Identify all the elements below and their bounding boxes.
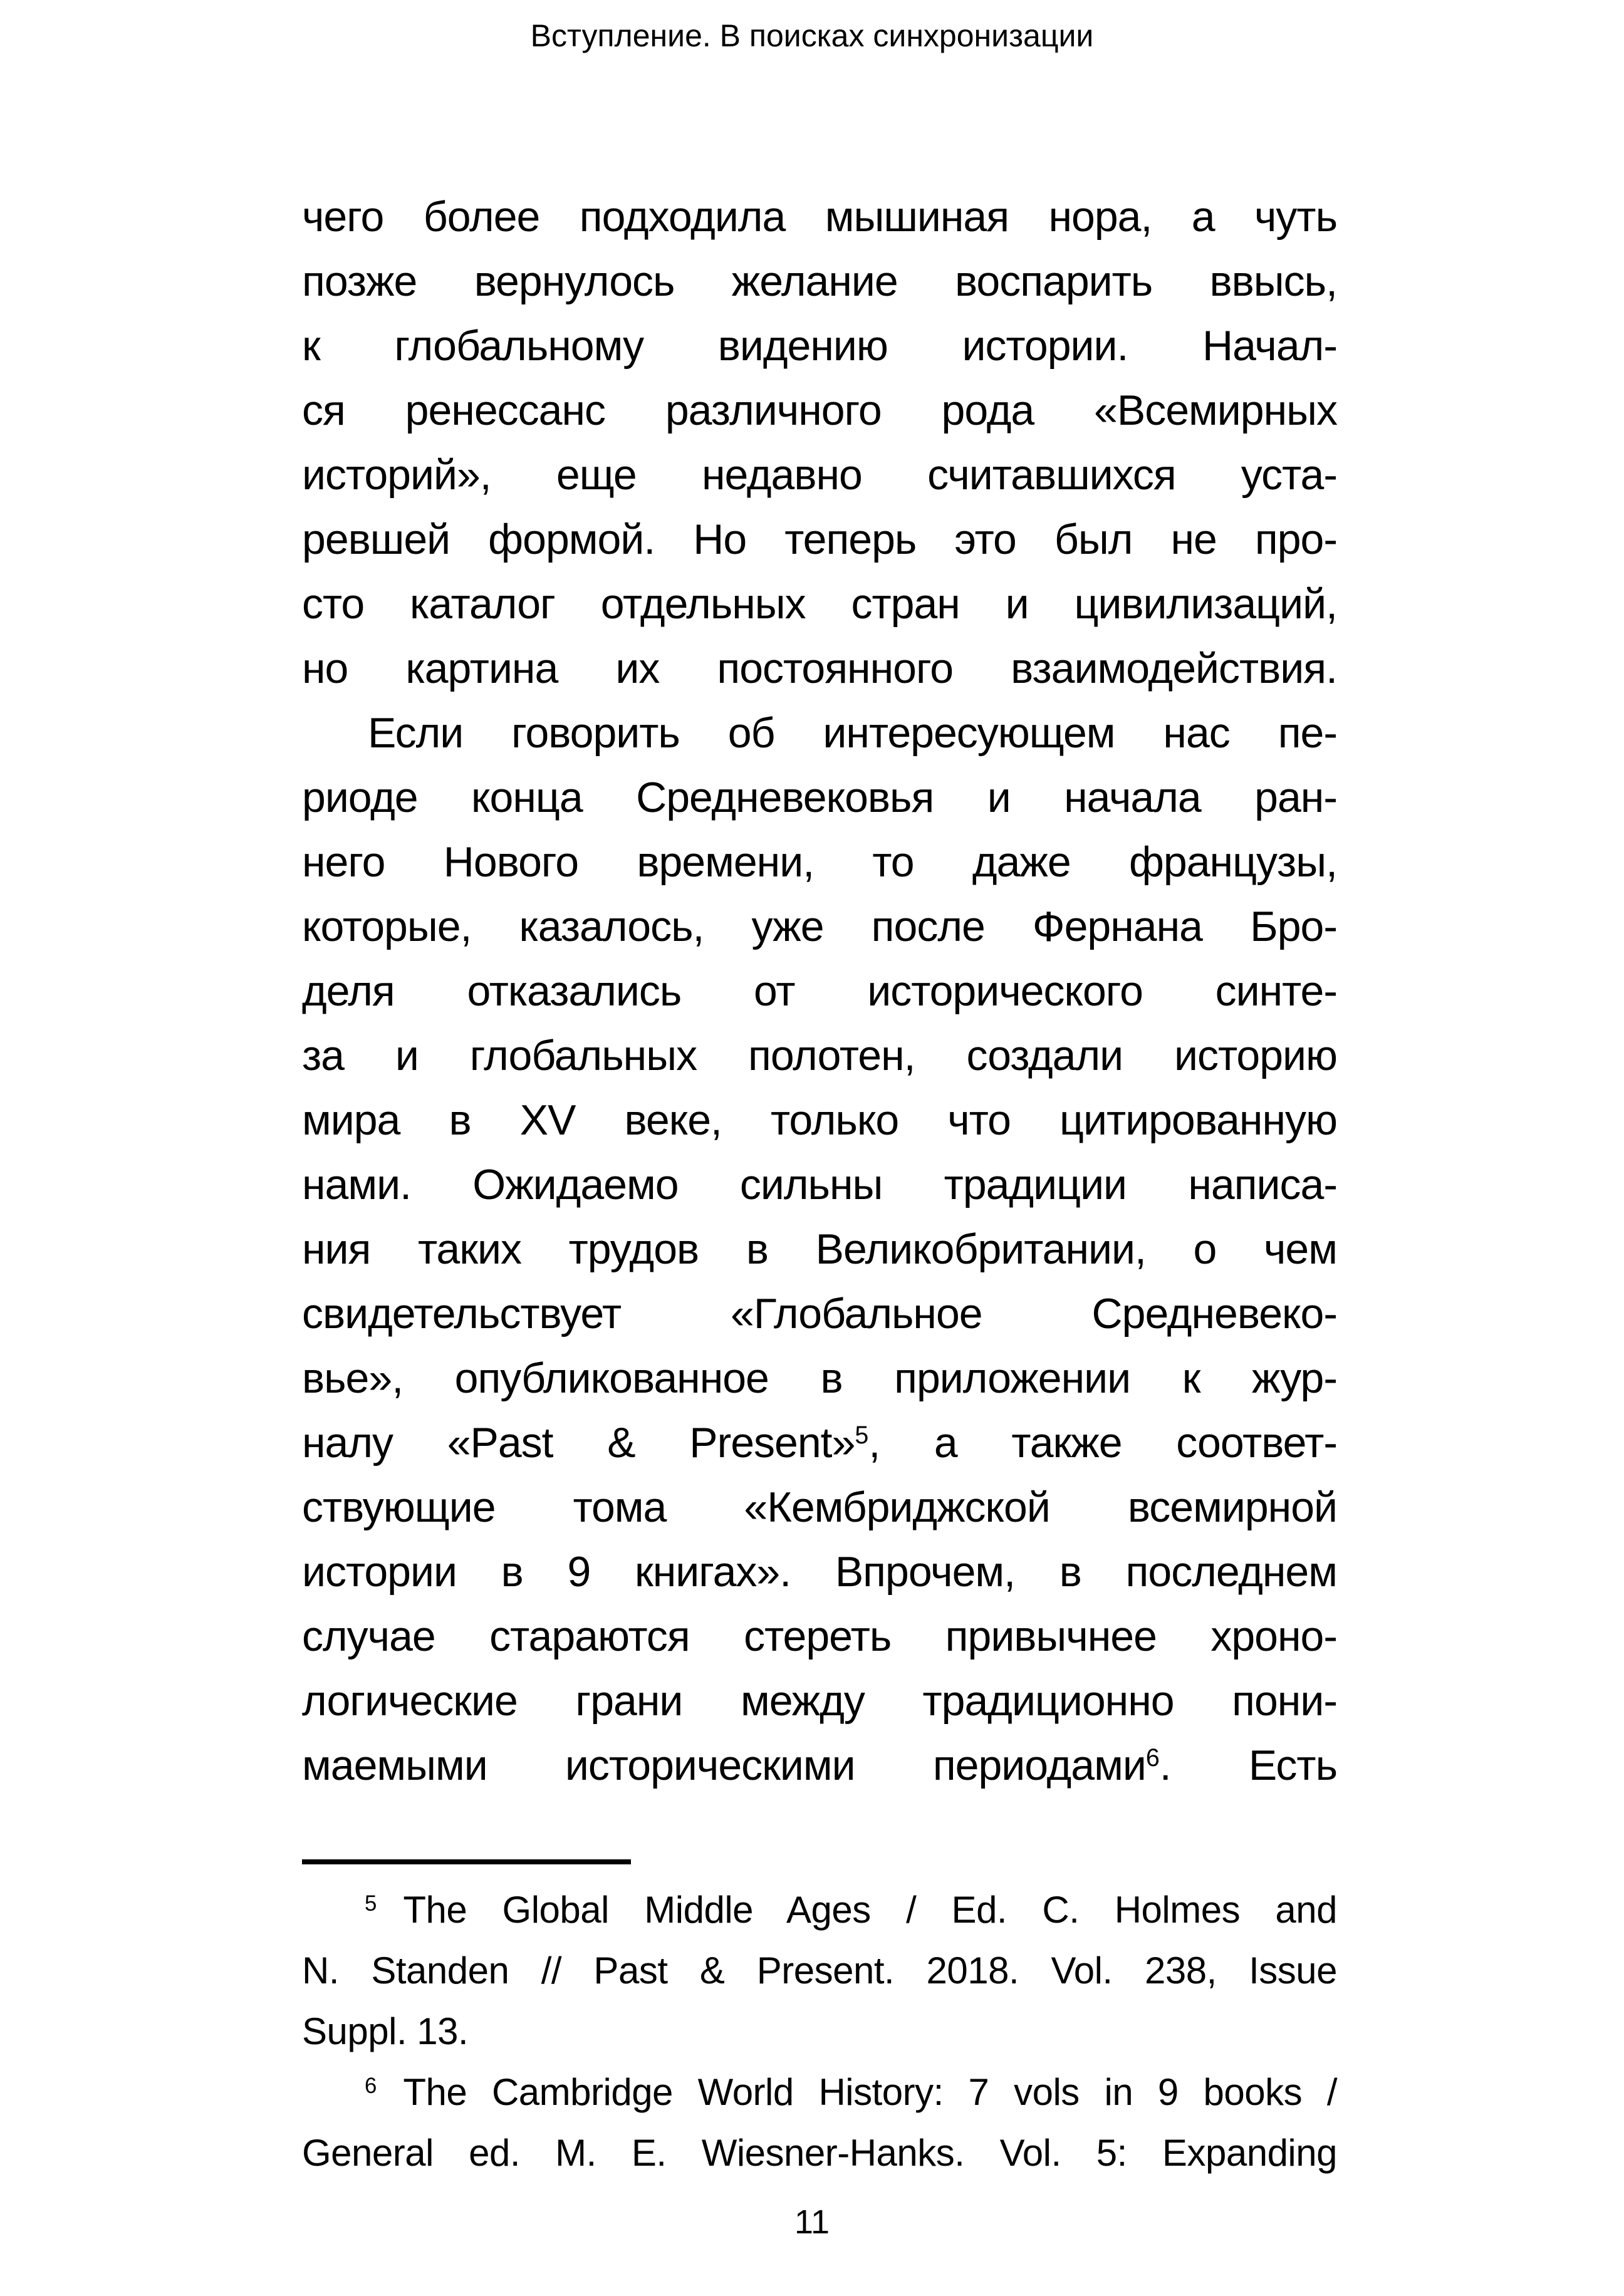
body-text-line: [302, 1733, 1337, 1798]
body-text-segment: налу «Past & Present»: [302, 1419, 855, 1467]
body-text-line: которые, казалось, уже после Фернана Бро-: [302, 903, 1337, 950]
main-text-block: [302, 185, 1337, 1798]
body-text-segment: маемыми историческими периодами: [302, 1742, 1146, 1789]
footnote-text-segment: The Global Middle Ages / Ed. C. Holmes and: [403, 1889, 1337, 1931]
running-header: Вступление. В поисках синхронизации: [530, 18, 1094, 53]
footnote-line: Suppl. 13.: [302, 2010, 469, 2052]
body-text-line: Если говорить об интересующем нас пе-: [368, 709, 1337, 757]
body-text-line: ния таких трудов в Великобритании, о чем: [302, 1225, 1337, 1273]
footnote-separator: [302, 1859, 631, 1864]
footnote-marker-5: 5: [365, 1891, 377, 1916]
body-text-line: мира в XV веке, только что цитированную: [302, 1096, 1337, 1144]
footnote-line: N. Standen // Past & Present. 2018. Vol. 238, Issue: [302, 1950, 1337, 1992]
body-text-line: за и глобальных полотен, создали историю: [302, 1032, 1337, 1079]
body-text-line: чего более подходила мышиная нора, а чуть: [302, 193, 1337, 241]
body-text-line: ревшей формой. Но теперь это был не про-: [302, 516, 1337, 563]
body-text-line: истории в 9 книгах». Впрочем, в последнем: [302, 1548, 1337, 1596]
body-text-line: свидетельствует «Глобальное Средневеко-: [302, 1290, 1337, 1338]
footnote-reference-5: 5: [855, 1421, 869, 1450]
footnote-reference-6: 6: [1145, 1744, 1160, 1772]
body-text-line: [302, 1411, 1337, 1475]
footnote-marker-6: 6: [365, 2073, 377, 2098]
body-text-line: но картина их постоянного взаимодействия.: [302, 645, 1337, 692]
body-text-line: него Нового времени, то даже французы,: [302, 838, 1337, 886]
page-number: 11: [794, 2203, 830, 2241]
body-text-line: вье», опубликованное в приложении к жур-: [302, 1354, 1337, 1402]
footnote-text-segment: The Cambridge World History: 7 vols in 9 books /: [403, 2071, 1337, 2113]
body-text-line: сто каталог отдельных стран и цивилизаций,: [302, 580, 1337, 628]
footnote-line: [302, 2062, 1337, 2122]
body-text-segment: , а также соответ-: [868, 1419, 1337, 1467]
body-text-line: логические грани между традиционно пони-: [302, 1677, 1337, 1725]
footnotes-block: [302, 1879, 1337, 2183]
body-text-line: позже вернулось желание воспарить ввысь,: [302, 257, 1337, 305]
body-text-line: историй», еще недавно считавшихся уста-: [302, 451, 1337, 499]
body-text-line: случае стараются стереть привычнее хроно-: [302, 1613, 1337, 1660]
body-text-line: ствующие тома «Кембриджской всемирной: [302, 1483, 1337, 1531]
body-text-line: деля отказались от исторического синте-: [302, 967, 1337, 1015]
body-text-line: нами. Ожидаемо сильны традиции написа-: [302, 1161, 1337, 1208]
body-text-segment: . Есть: [1159, 1742, 1338, 1789]
body-text-line: ся ренессанс различного рода «Всемирных: [302, 387, 1337, 434]
body-text-line: риоде конца Средневековья и начала ран-: [302, 774, 1337, 821]
footnote-line: General ed. M. E. Wiesner-Hanks. Vol. 5: Expanding: [302, 2132, 1337, 2174]
footnote-line: [302, 1879, 1337, 1940]
body-text-line: к глобальному видению истории. Начал-: [302, 322, 1337, 370]
